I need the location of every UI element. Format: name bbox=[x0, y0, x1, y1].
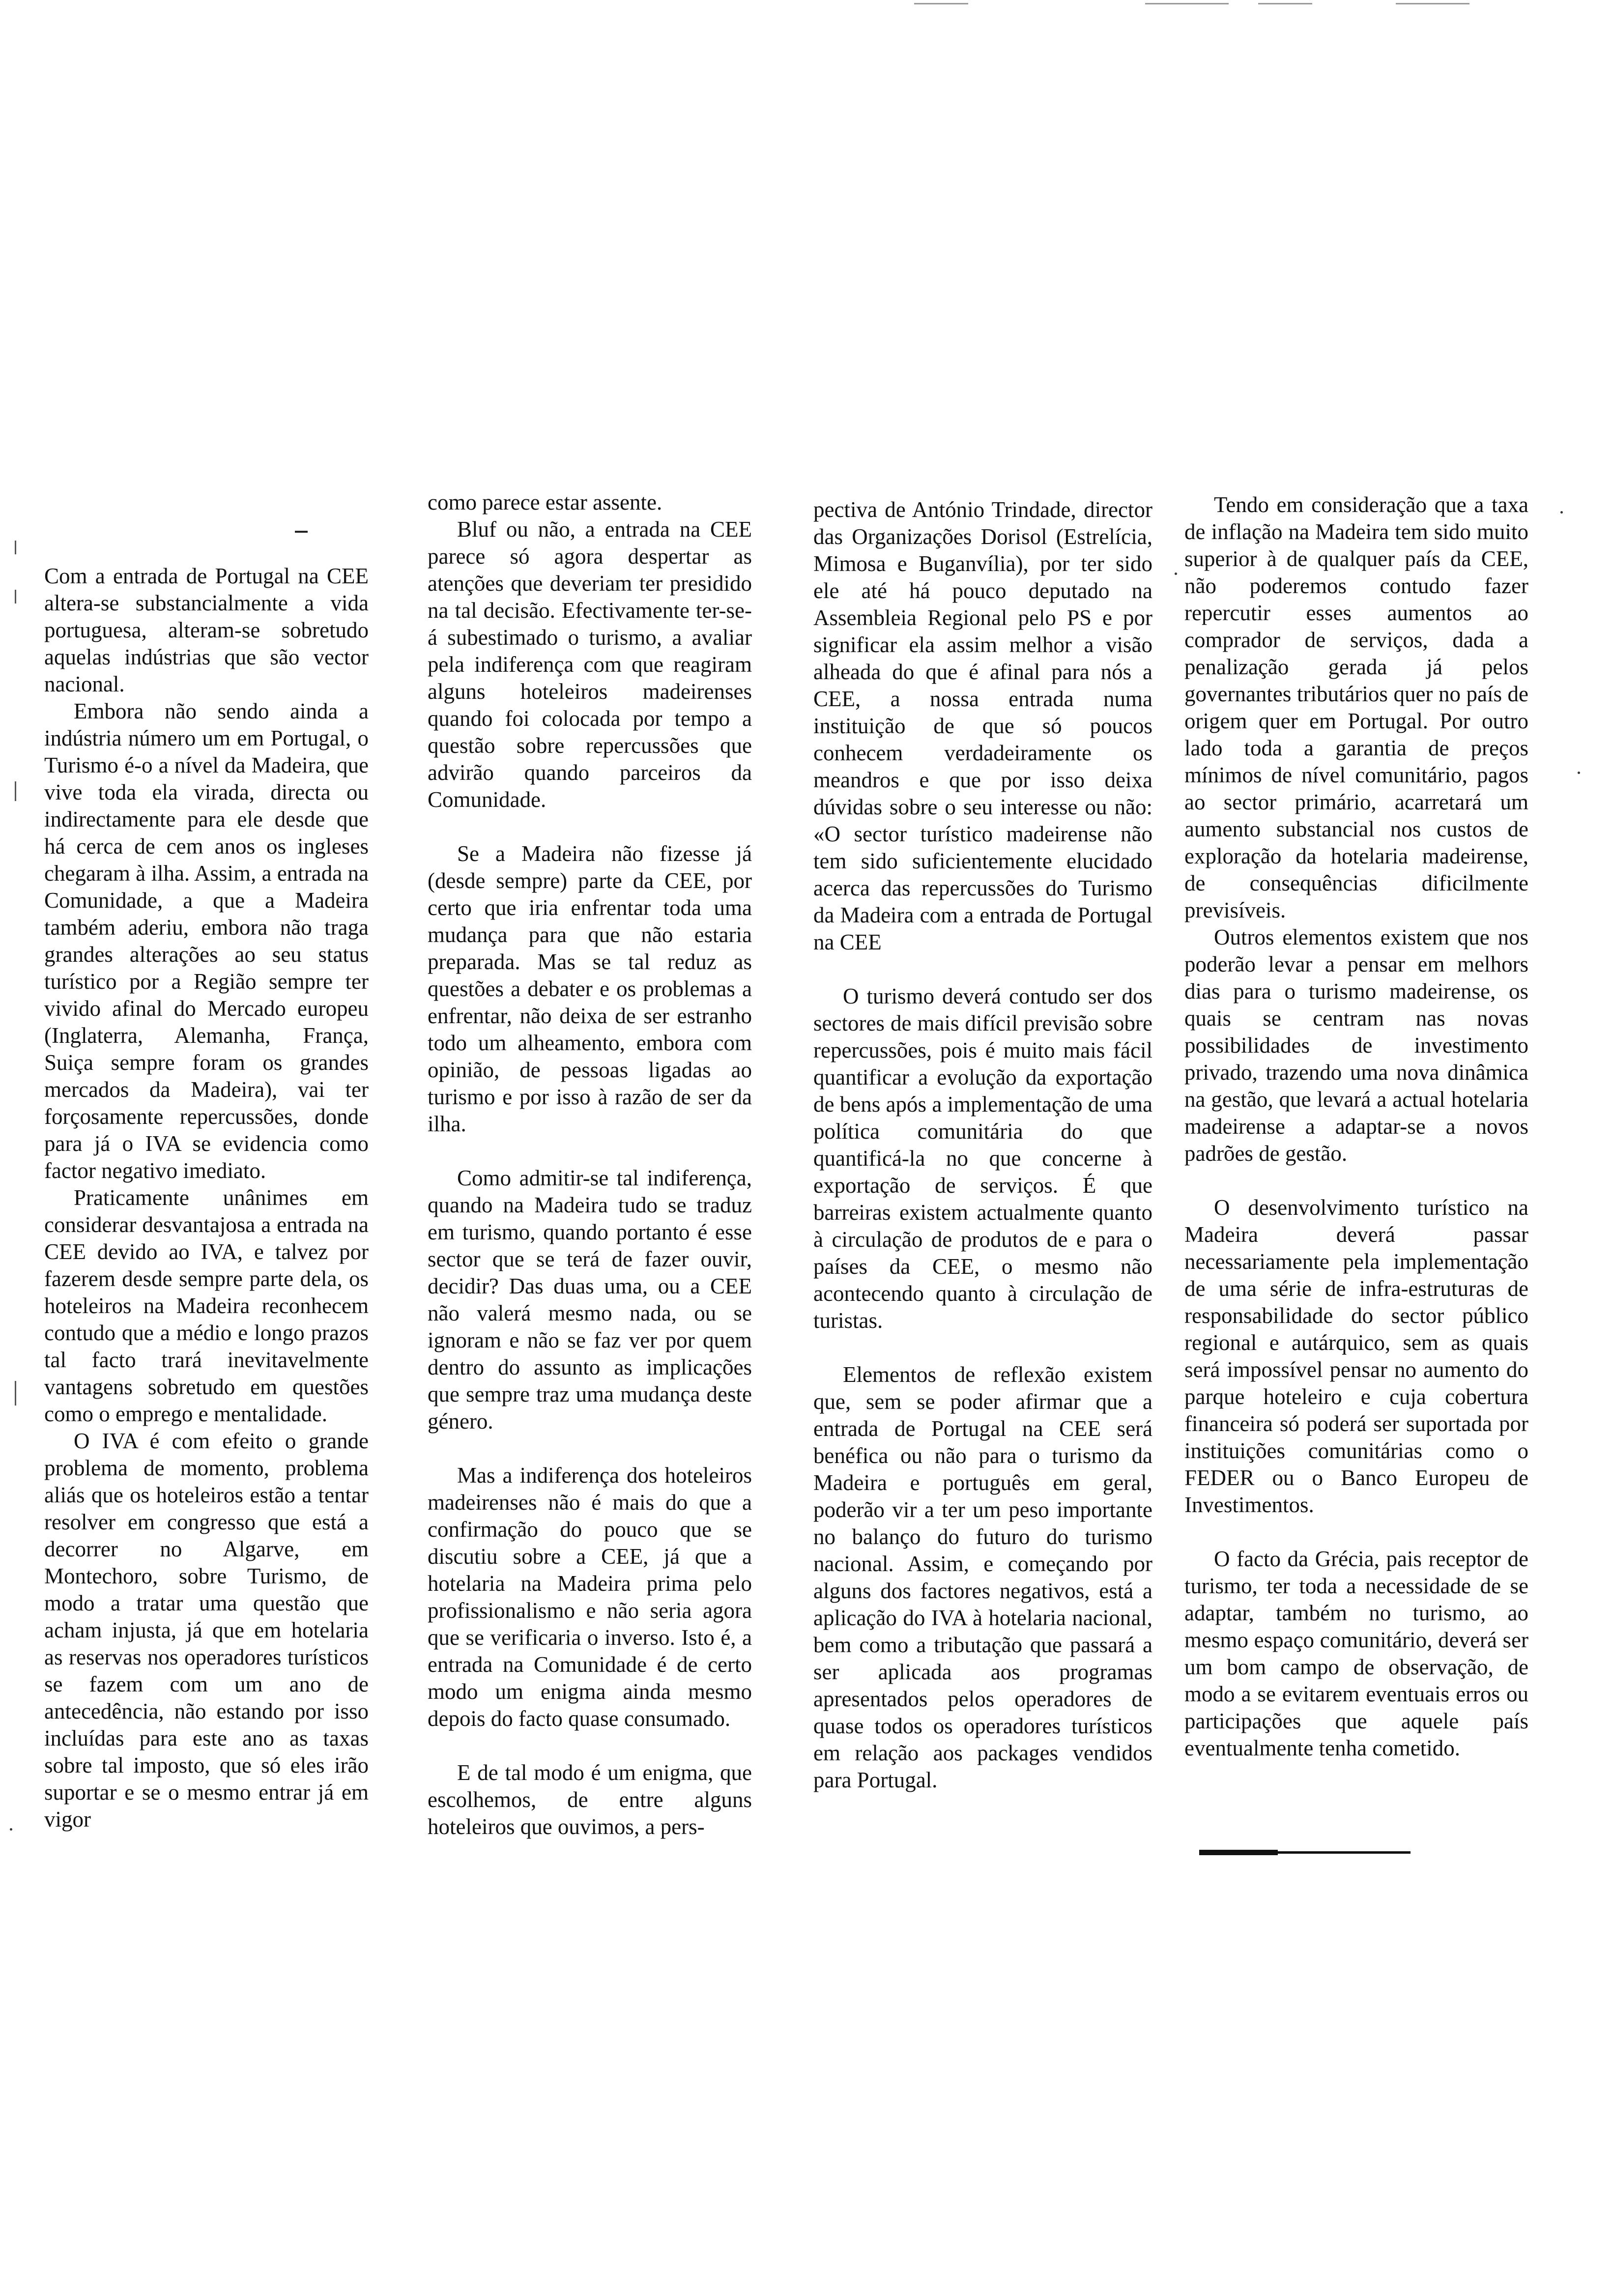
column-head-dash bbox=[295, 531, 308, 533]
scan-artifact-rule bbox=[914, 3, 968, 4]
paragraph: Embora não sendo ainda a indústria número um em Portugal, o Turismo é-o a nível da Madeira, que vive toda ela virada, directa ou indirectamente para ele desde que há cerca de cem anos os ingleses chegaram à ilha. Assim, a entrada na Comunidade, a que a Madeira também aderiu, embora não traga grandes alterações ao seu status turístico por a Região sempre ter vivido afinal do Mercado europeu (Inglaterra, Alemanha, França, Suiça sempre foram os grandes mercados da Madeira), vai ter forçosamente repercussões, donde para já o IVA se evidencia como factor negativo imediato. bbox=[44, 699, 369, 1183]
article-column-3 bbox=[813, 496, 1152, 1794]
paragraph: O turismo deverá contudo ser dos sectores de mais difícil previsão sobre repercussões, pois é muito mais fácil quantificar a evolução da exportação de bens após a implementação de uma política comunitária do que quantificá-la no que concerne à exportação de serviços. É que barreiras existem actualmente quanto à circulação de produtos de e para o países da CEE, o mesmo não acontecendo quanto à circulação de turistas. bbox=[813, 984, 1152, 1333]
paragraph: Outros elementos existem que nos poderão levar a pensar em melhors dias para o turismo madeirense, os quais se centram nas novas possibilidades de investimento privado, trazendo uma nova dinâmica na gestão, que levará a actual hotelaria madeirense a adaptar-se a novos padrões de gestão. bbox=[1184, 925, 1528, 1166]
paragraph: Elementos de reflexão existem que, sem se poder afirmar que a entrada de Portugal na CEE será benéfica ou não para o turismo da Madeira e português em geral, poderão vir a ter um peso importante no balanço do futuro do turismo nacional. Assim, e começando por alguns dos factores negativos, está a aplicação do IVA à hotelaria nacional, bem como a tributação que passará a ser aplicada aos programas apresentados pelos operadores de quase todos os operadores turísticos em relação aos packages vendidos para Portugal. bbox=[813, 1362, 1152, 1792]
scan-speck bbox=[1175, 573, 1177, 575]
margin-mark bbox=[15, 541, 16, 554]
margin-mark bbox=[15, 590, 16, 603]
paragraph: Bluf ou não, a entrada na CEE parece só agora despertar as atenções que deveriam ter presidido na tal decisão. Efectivamente ter-se-á subestimado o turismo, a avaliar pela indiferença com que reagiram alguns hoteleiros madeirenses quando foi colocada por tempo a questão sobre repercussões que advirão quando parceiros da Comunidade. bbox=[428, 517, 752, 812]
paragraph: Mas a indiferença dos hoteleiros madeirenses não é mais do que a confirmação do pouco que se discutiu sobre a CEE, já que a hotelaria na Madeira prima pelo profissionalismo e não seria agora que se verificaria o inverso. Isto é, a entrada na Comunidade é de certo modo um enigma ainda mesmo depois do facto quase consumado. bbox=[428, 1463, 752, 1731]
article-column-4 bbox=[1184, 491, 1528, 1762]
paragraph: pectiva de António Trindade, director das Organizações Dorisol (Estrelícia, Mimosa e Buganvília), por ter sido ele até há pouco deputado na Assembleia Regional pelo PS e por significar ela assim melhor a visão alheada do que é afinal para nós a CEE, a nossa entrada numa instituição de que só poucos conhecem verdadeiramente os meandros e que por isso deixa dúvidas sobre o seu interesse ou não: «O sector turístico madeirense não tem sido suficientemente elucidado acerca das repercussões do Turismo da Madeira com a entrada de Portugal na CEE bbox=[813, 497, 1152, 954]
scan-speck bbox=[1560, 511, 1563, 514]
scan-speck bbox=[1578, 772, 1580, 774]
paragraph: Com a entrada de Portugal na CEE altera-se substancialmente a vida portuguesa, alteram-se sobretudo aquelas indústrias que são vector nacional. bbox=[44, 564, 369, 696]
paragraph: O IVA é com efeito o grande problema de momento, problema aliás que os hoteleiros estão a tentar resolver em congresso que está a decorrer no Algarve, em Montechoro, sobre Turismo, de modo a tratar uma questão que acham injusta, já que em hotelaria as reservas nos operadores turísticos se fazem com um ano de antecedência, não estando por isso incluídas para este ano as taxas sobre tal imposto, que só eles irão suportar e se o mesmo entrar já em vigor bbox=[44, 1429, 369, 1832]
paragraph: Praticamente unânimes em considerar desvantajosa a entrada na CEE devido ao IVA, e talvez por fazerem desde sempre parte dela, os hoteleiros na Madeira reconhecem contudo que a médio e longo prazos tal facto trará inevitavelmente vantagens sobretudo em questões como o emprego e mentalidade. bbox=[44, 1185, 369, 1426]
margin-mark bbox=[15, 781, 16, 801]
paragraph: O desenvolvimento turístico na Madeira deverá passar necessariamente pela implementação de uma série de infra-estruturas de responsabilidade do sector público regional e autárquico, sem as quais será impossível pensar no aumento do parque hoteleiro e cuja cobertura financeira só poderá ser suportada por instituições comunitárias como o FEDER ou o Banco Europeu de Investimentos. bbox=[1184, 1195, 1528, 1517]
scan-speck bbox=[10, 1828, 12, 1831]
paragraph: Se a Madeira não fizesse já (desde sempre) parte da CEE, por certo que iria enfrentar toda uma mudança para que não estaria preparada. Mas se tal reduz as questões a debater e os problemas a enfrentar, não deixa de ser estranho todo um alheamento, embora com opinião, de pessoas ligadas ao turismo e por isso à razão de ser da ilha. bbox=[428, 841, 752, 1136]
article-column-1 bbox=[44, 563, 369, 1833]
margin-mark bbox=[15, 1381, 16, 1406]
paragraph: O facto da Grécia, pais receptor de turismo, ter toda a necessidade de se adaptar, também no turismo, ao mesmo espaço comunitário, deverá ser um bom campo de observação, de modo a se evitarem eventuais erros ou participações que aquele país eventualmente tenha cometido. bbox=[1184, 1547, 1528, 1760]
article-end-rule bbox=[1199, 1851, 1410, 1854]
paragraph: Tendo em consideração que a taxa de inflação na Madeira tem sido muito superior à de qualquer país da CEE, não poderemos contudo fazer repercutir esses aumentos ao comprador de serviços, dada a penalização gerada já pelos governantes tributários quer no país de origem quer em Portugal. Por outro lado toda a garantia de preços mínimos de nível comunitário, pagos ao sector primário, acarretará um aumento substancial nos custos de exploração da hotelaria madeirense, de consequências dificilmente previsíveis. bbox=[1184, 492, 1528, 922]
paragraph: Como admitir-se tal indiferença, quando na Madeira tudo se traduz em turismo, quando portanto é esse sector que se terá de fazer ouvir, decidir? Das duas uma, ou a CEE não valerá mesmo nada, ou se ignoram e não se faz ver por quem dentro do assunto as implicações que sempre traz uma mudança deste género. bbox=[428, 1166, 752, 1434]
scan-artifact-rule bbox=[1145, 3, 1229, 4]
paragraph: E de tal modo é um enigma, que escolhemos, de entre alguns hoteleiros que ouvimos, a pers- bbox=[428, 1760, 752, 1839]
scan-artifact-rule bbox=[1258, 3, 1312, 4]
article-column-2 bbox=[428, 489, 752, 1840]
scan-artifact-rule bbox=[1396, 3, 1469, 4]
paragraph: como parece estar assente. bbox=[428, 490, 662, 515]
